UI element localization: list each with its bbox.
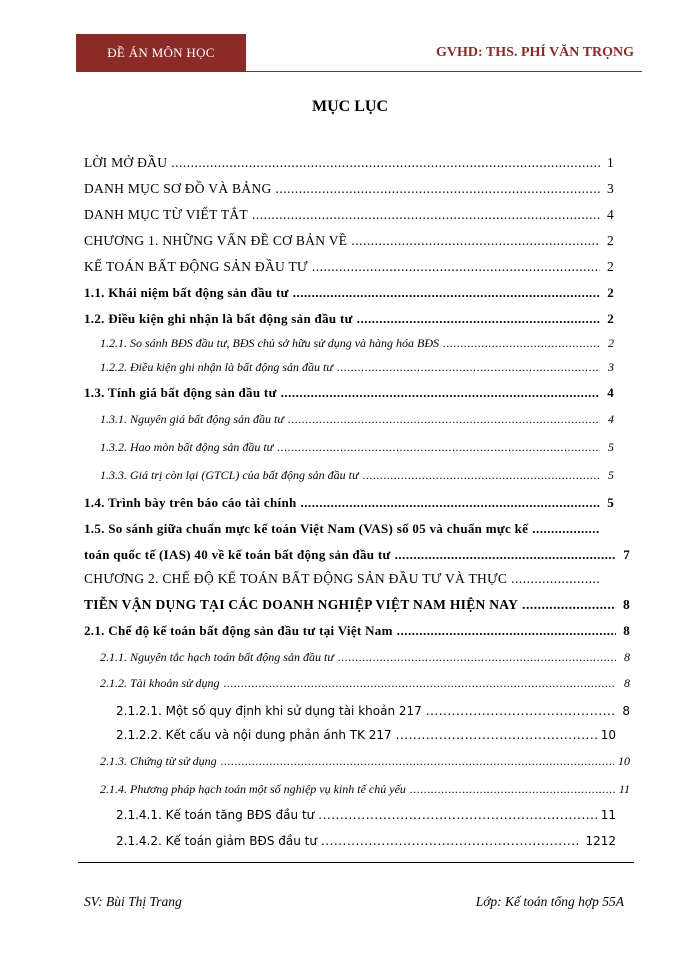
toc-entry-title: 1.3. Tính giá bất động sản đầu tư xyxy=(84,385,277,400)
footer-class: Lớp: Kế toán tổng hợp 55A xyxy=(475,894,624,909)
header-course-label: ĐỀ ÁN MÔN HỌC xyxy=(76,34,246,72)
toc-leader xyxy=(363,462,600,488)
toc-entry-title: CHƯƠNG 2. CHẾ ĐỘ KẾ TOÁN BẤT ĐỘNG SẢN ĐẦU TƯ VÀ THỰC xyxy=(84,571,508,586)
toc-entry xyxy=(84,280,614,306)
toc-entry xyxy=(84,566,614,592)
toc-entry-page: 4 xyxy=(607,385,614,400)
toc-entry-title: 1.5. So sánh giữa chuẩn mực kế toán Việt Nam (VAS) số 05 và chuẩn mực kế xyxy=(84,521,529,536)
toc-entry xyxy=(100,406,614,432)
toc-entry-title: TIỄN VẬN DỤNG TẠI CÁC DOANH NGHIỆP VIỆT NAM HIỆN NAY xyxy=(84,597,519,612)
toc-leader xyxy=(338,644,616,670)
toc-leader xyxy=(277,434,600,460)
page-title: MỤC LỤC xyxy=(312,98,388,115)
toc-entry-page: 11 xyxy=(618,782,630,796)
toc-entry xyxy=(116,722,616,748)
toc-entry-title: 2.1.1. Nguyên tắc hạch toán bất động sản đầu tư xyxy=(100,650,334,664)
toc-entry-title: 1.2.2. Điều kiện ghi nhận là bất động sản đầu tư xyxy=(100,360,333,374)
toc-entry-title: 1.1. Khái niệm bất động sản đầu tư xyxy=(84,285,289,300)
toc-entry xyxy=(100,354,614,380)
toc-entry-title: 2.1.4.1. Kế toán tăng BĐS đầu tư xyxy=(116,808,315,822)
toc-entry-page: 3 xyxy=(608,360,614,374)
toc-entry xyxy=(84,490,614,516)
toc-entry xyxy=(116,802,616,828)
toc-entry xyxy=(84,202,614,228)
toc-entry xyxy=(116,828,616,854)
toc-entry xyxy=(100,776,630,802)
toc-leader xyxy=(410,776,615,802)
toc-entry xyxy=(84,176,614,202)
toc-entry xyxy=(84,516,614,542)
toc-entry-title: 2.1.2. Tài khoản sử dụng xyxy=(100,676,220,690)
toc-leader xyxy=(522,592,616,618)
toc-entry-title: 2.1.4. Phương pháp hạch toán một số nghiệp vụ kinh tế chủ yếu xyxy=(100,782,406,796)
toc-entry-page: 7 xyxy=(623,547,630,562)
toc-entry-title: DANH MỤC TỪ VIẾT TẮT xyxy=(84,207,248,222)
toc-entry-page: 8 xyxy=(624,676,630,690)
toc-leader xyxy=(395,542,616,568)
toc-entry-title: 1.4. Trình bày trên báo cáo tài chính xyxy=(84,495,297,510)
toc-entry xyxy=(84,542,630,568)
toc-entry-title: CHƯƠNG 1. NHỮNG VẤN ĐỀ CƠ BẢN VỀ xyxy=(84,233,348,248)
toc-entry-page: 10 xyxy=(600,728,616,742)
toc-leader xyxy=(293,280,600,306)
toc-entry-title: 2.1.3. Chứng từ sử dụng xyxy=(100,754,217,768)
toc-entry-title: toán quốc tế (IAS) 40 về kế toán bất động sản đầu tư xyxy=(84,547,391,562)
toc-entry xyxy=(84,228,614,254)
toc-entry-page: 10 xyxy=(618,754,630,768)
toc-entry-title: LỜI MỞ ĐẦU xyxy=(84,155,168,170)
toc-leader xyxy=(511,566,600,592)
toc-entry xyxy=(100,330,614,356)
toc-entry-page: 2 xyxy=(606,259,614,274)
toc-entry-title: 2.1.4.2. Kế toán giảm BĐS đầu tư xyxy=(116,834,317,848)
toc-entry-page: 2 xyxy=(607,285,614,300)
toc-entry-page: 2 xyxy=(606,233,614,248)
toc-leader xyxy=(288,406,600,432)
toc-entry xyxy=(100,434,614,460)
toc-entry xyxy=(100,748,630,774)
toc-entry-page: 2 xyxy=(608,336,614,350)
footer-rule xyxy=(78,862,634,863)
footer xyxy=(84,894,624,910)
toc-leader xyxy=(351,228,600,254)
toc-entry-page: 8 xyxy=(622,597,630,612)
toc-entry-page: 1 xyxy=(606,155,614,170)
toc-leader xyxy=(357,306,600,332)
toc-entry-page: 4 xyxy=(606,207,614,222)
toc-leader xyxy=(301,490,600,516)
toc-entry xyxy=(100,462,614,488)
toc-entry-page: 5 xyxy=(607,495,614,510)
toc-leader xyxy=(276,176,601,202)
toc-leader xyxy=(396,722,597,748)
toc-leader xyxy=(318,802,596,828)
toc-leader xyxy=(171,150,600,176)
toc-entry-page: 1212 xyxy=(585,834,616,848)
toc-entry-title: DANH MỤC SƠ ĐỒ VÀ BẢNG xyxy=(84,181,272,196)
toc-entry xyxy=(84,254,614,280)
toc-entry xyxy=(116,698,630,724)
toc-entry-page: 8 xyxy=(624,650,630,664)
toc-entry-title: 1.3.2. Hao mòn bất động sản đầu tư xyxy=(100,440,274,454)
toc-leader xyxy=(532,516,600,542)
toc-leader xyxy=(337,354,600,380)
toc-entry-page: 4 xyxy=(608,412,614,426)
toc-entry xyxy=(84,150,614,176)
toc-leader xyxy=(426,698,616,724)
header-instructor: GVHD: THS. PHÍ VĂN TRỌNG xyxy=(246,34,642,72)
toc-leader xyxy=(252,202,600,228)
toc-entry xyxy=(84,306,614,332)
toc-entry-page: 5 xyxy=(608,440,614,454)
toc-entry-page: 8 xyxy=(623,623,630,638)
toc-leader xyxy=(321,828,581,854)
toc-leader xyxy=(443,330,600,356)
toc-leader xyxy=(221,748,614,774)
toc-entry-title: KẾ TOÁN BẤT ĐỘNG SẢN ĐẦU TƯ xyxy=(84,259,308,274)
toc-entry-page: 3 xyxy=(606,181,614,196)
toc-entry xyxy=(84,380,614,406)
toc-entry-title: 2.1. Chế độ kế toán bất động sản đầu tư tại Việt Nam xyxy=(84,623,393,638)
toc-entry-title: 2.1.2.1. Một số quy định khi sử dụng tài khoản 217 xyxy=(116,704,422,718)
toc-entry-page: 2 xyxy=(607,311,614,326)
toc-entry-page: 11 xyxy=(600,808,616,822)
toc-entry xyxy=(100,644,630,670)
toc-entry xyxy=(100,670,630,696)
toc-entry-page: 8 xyxy=(622,704,630,718)
toc-entry-title: 1.3.1. Nguyên giá bất động sản đầu tư xyxy=(100,412,284,426)
toc-entry-title: 2.1.2.2. Kết cấu và nội dung phản ánh TK 217 xyxy=(116,728,392,742)
toc-leader xyxy=(397,618,616,644)
toc-entry-page: 5 xyxy=(608,468,614,482)
footer-student: SV: Bùi Thị Trang xyxy=(84,894,182,909)
toc-entry-title: 1.2.1. So sánh BĐS đầu tư, BĐS chủ sở hữu sử dụng và hàng hóa BĐS xyxy=(100,336,440,350)
toc-leader xyxy=(281,380,600,406)
toc-entry xyxy=(84,592,630,618)
toc-entry-title: 1.2. Điều kiện ghi nhận là bất động sản đầu tư xyxy=(84,311,353,326)
toc-entry xyxy=(84,618,630,644)
toc-leader xyxy=(312,254,600,280)
toc-leader xyxy=(224,670,616,696)
toc-entry-title: 1.3.3. Giá trị còn lại (GTCL) của bất động sản đầu tư xyxy=(100,468,359,482)
